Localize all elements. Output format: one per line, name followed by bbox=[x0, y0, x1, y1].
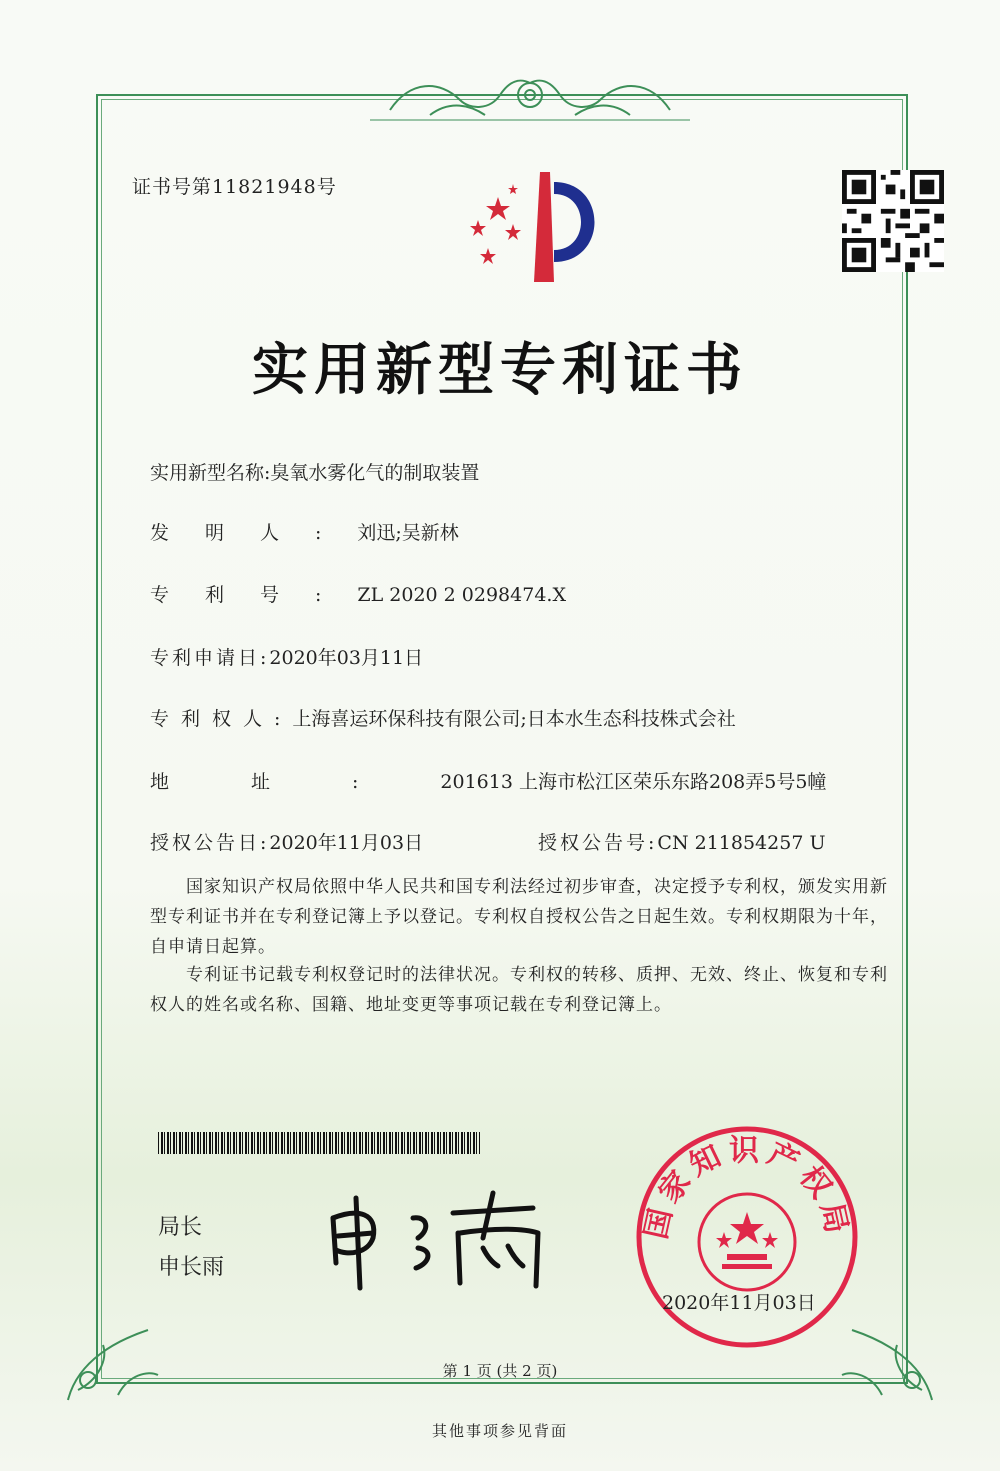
barcode-icon bbox=[158, 1132, 480, 1154]
top-ornament-icon bbox=[370, 60, 690, 130]
field-grant-date bbox=[150, 828, 423, 855]
field-value: ZL 2020 2 0298474.X bbox=[357, 584, 566, 606]
field-label: 专利权人: bbox=[150, 708, 293, 730]
field-value: 2020年03月11日 bbox=[269, 647, 424, 669]
corner-ornament-icon bbox=[58, 1300, 168, 1410]
field-grant-number bbox=[538, 828, 825, 855]
field-label: 地址: bbox=[150, 771, 441, 793]
back-side-note: 其他事项参见背面 bbox=[431, 1422, 568, 1440]
seal-text: 国家知识产权局 bbox=[638, 1133, 856, 1243]
field-value: 2020年11月03日 bbox=[269, 832, 424, 854]
body-paragraph: 国家知识产权局依照中华人民共和国专利法经过初步审查，决定授予专利权，颁发实用新型专利证书并在专利登记簿上予以登记。专利权自授权公告之日起生效。专利权期限为十年，自申请日起算。 bbox=[150, 877, 888, 957]
official-seal-icon bbox=[632, 1122, 862, 1352]
body-paragraph: 专利证书记载专利权登记时的法律状况。专利权的转移、质押、无效、终止、恢复和专利权人的姓名或名称、国籍、地址变更等事项记载在专利登记簿上。 bbox=[150, 965, 888, 1015]
field-label: 实用新型名称: bbox=[150, 462, 271, 484]
field-patent-number bbox=[150, 580, 566, 607]
certificate-number: 证书号第11821948号 bbox=[132, 176, 337, 198]
certificate-title: 实用新型专利证书 bbox=[252, 337, 748, 403]
field-label: 发明人: bbox=[150, 522, 358, 544]
director-title: 局长 bbox=[158, 1215, 203, 1240]
field-label: 专利号: bbox=[150, 584, 358, 606]
patent-office-emblem-icon bbox=[458, 162, 618, 292]
seal-date: 2020年11月03日 bbox=[662, 1292, 816, 1314]
qr-code-icon[interactable] bbox=[842, 170, 944, 272]
field-value: 201613 上海市松江区荣乐东路208弄5号5幢 bbox=[440, 771, 827, 793]
director-signature-icon bbox=[318, 1178, 568, 1298]
field-patentee bbox=[150, 704, 736, 731]
field-value: CN 211854257 U bbox=[657, 832, 826, 854]
director-name: 申长雨 bbox=[158, 1255, 225, 1280]
field-label: 授权公告日: bbox=[150, 832, 270, 854]
field-value: 臭氧水雾化气的制取装置 bbox=[270, 462, 480, 484]
field-utility-model-name bbox=[150, 458, 479, 485]
field-label: 授权公告号: bbox=[538, 832, 658, 854]
field-label: 专利申请日: bbox=[150, 647, 270, 669]
page-number: 第 1 页 (共 2 页) bbox=[442, 1362, 558, 1380]
field-value: 刘迅;吴新林 bbox=[357, 522, 459, 544]
field-inventor bbox=[150, 518, 459, 545]
field-filing-date bbox=[150, 643, 423, 670]
field-value: 上海喜运环保科技有限公司;日本水生态科技株式会社 bbox=[292, 708, 736, 730]
field-address bbox=[150, 767, 826, 794]
